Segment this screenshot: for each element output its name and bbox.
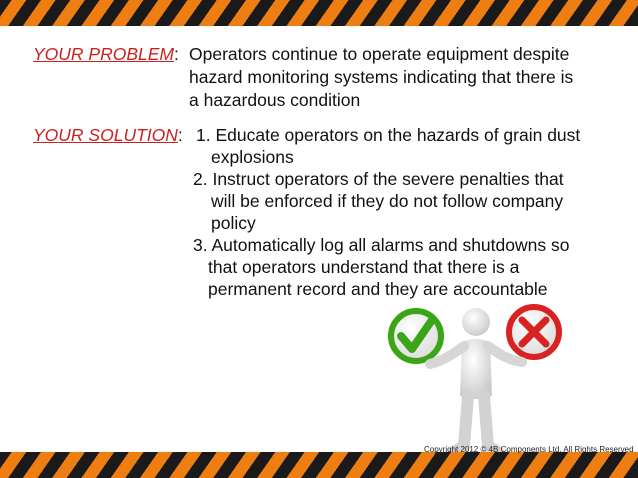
hazard-stripe-top <box>0 0 638 26</box>
problem-label: YOUR PROBLEM <box>33 44 174 64</box>
solution-text-6: 3. Automatically log all alarms and shutdowns so <box>193 235 570 255</box>
solution-line-1 <box>33 125 183 145</box>
hazard-stripe-bottom <box>0 452 638 478</box>
problem-text-2: hazard monitoring systems indicating that there is <box>189 67 574 87</box>
copyright-text: Copyright 2012 © 4B Components Ltd. All Rights Reserved <box>424 445 634 454</box>
solution-text-2: explosions <box>211 147 294 167</box>
solution-colon: : <box>177 125 183 145</box>
solution-text-8: permanent record and they are accountable <box>208 279 548 299</box>
problem-text-3: a hazardous condition <box>189 90 361 110</box>
cross-icon <box>509 307 559 357</box>
problem-text-1: Operators continue to operate equipment despite <box>189 44 570 64</box>
problem-line-1 <box>33 44 179 64</box>
solution-text-5: policy <box>211 213 256 233</box>
solution-text-4: will be enforced if they do not follow company <box>211 191 564 211</box>
solution-label: YOUR SOLUTION <box>33 125 178 145</box>
checkmark-icon <box>391 311 441 361</box>
solution-text-1: 1. Educate operators on the hazards of grain dust <box>196 125 581 145</box>
person-figure-icon <box>384 298 574 458</box>
solution-text-3: 2. Instruct operators of the severe penalties that <box>193 169 564 189</box>
solution-text-7: that operators understand that there is a <box>208 257 520 277</box>
problem-colon: : <box>174 44 179 64</box>
